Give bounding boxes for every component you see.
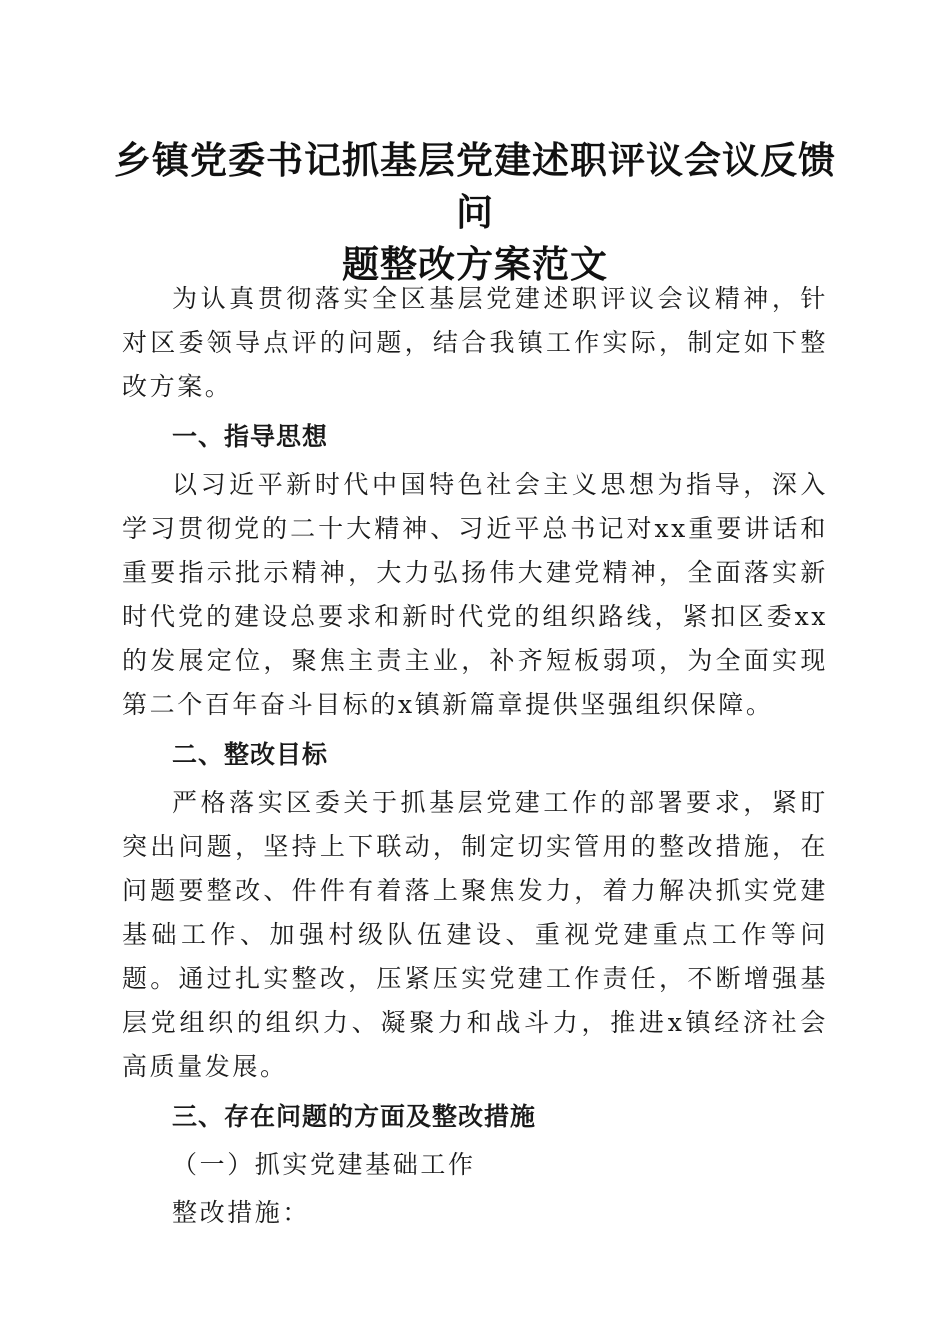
section-heading-problems-and-measures: 三、存在问题的方面及整改措施 <box>172 1102 537 1131</box>
title-line-1: 乡镇党委书记抓基层党建述职评议会议反馈问 <box>114 138 836 234</box>
section-paragraph-rectification-goals: 严格落实区委关于抓基层党建工作的部署要求，紧盯突出问题，坚持上下联动，制定切实管用的整改措施，在问题要整改、件件有着落上聚焦发力，着力解决抓实党建基础工作、加强村级队伍建设、重视党建重点工作等问题。通过扎实整改，压紧压实党建工作责任，不断增强基层党组织的组织力、凝聚力和战斗力，推进x镇经济社会高质量发展。 <box>122 788 828 1081</box>
document-title <box>100 134 850 290</box>
section-paragraph-guiding-ideology: 以习近平新时代中国特色社会主义思想为指导，深入学习贯彻党的二十大精神、习近平总书记对xx重要讲话和重要指示批示精神，大力弘扬伟大建党精神，全面落实新时代党的建设总要求和新时代党的组织路线，紧扣区委xx的发展定位，聚焦主责主业，补齐短板弱项，为全面实现第二个百年奋斗目标的x镇新篇章提供坚强组织保障。 <box>122 470 828 719</box>
section-heading-rectification-goals: 二、整改目标 <box>172 740 329 769</box>
subsection-heading-party-building-basics: （一）抓实党建基础工作 <box>172 1150 476 1179</box>
measures-label: 整改措施： <box>172 1198 311 1227</box>
section-heading-guiding-ideology: 一、指导思想 <box>172 422 329 451</box>
intro-paragraph: 为认真贯彻落实全区基层党建述职评议会议精神，针对区委领导点评的问题，结合我镇工作实际，制定如下整改方案。 <box>122 284 828 401</box>
document-body <box>122 277 828 1235</box>
title-line-2: 题整改方案范文 <box>342 242 608 286</box>
